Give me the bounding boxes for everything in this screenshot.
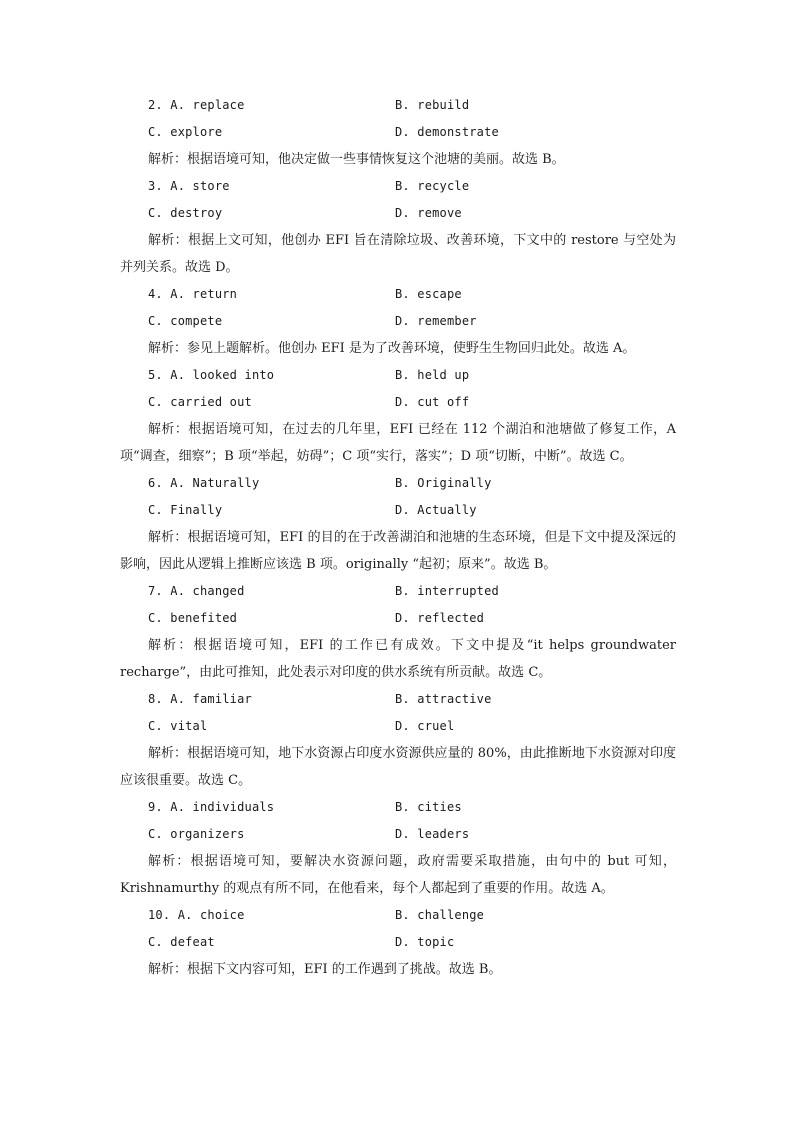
option-a: 8. A. familiar xyxy=(148,692,252,706)
option-row xyxy=(120,713,676,740)
option-d: D. cut off xyxy=(395,395,470,409)
option-d: D. topic xyxy=(395,935,455,949)
analysis-text: 解析：根据语境可知，在过去的几年里，EFI 已经在 112 个湖泊和池塘做了修复工作，A 项“调查，细察”；B 项“举起，妨碍”；C 项“实行，落实”；D 项“切断，中断”。故选 C。 xyxy=(120,422,676,464)
option-d: D. leaders xyxy=(395,827,470,841)
option-c: C. benefited xyxy=(148,611,238,625)
option-row xyxy=(120,173,676,200)
option-b: B. held up xyxy=(395,368,470,382)
option-row xyxy=(120,578,676,605)
option-row xyxy=(120,686,676,713)
question-block xyxy=(120,470,676,578)
analysis-text: 解析：根据语境可知，要解决水资源问题，政府需要采取措施，由句中的 but 可知，Krishnamurthy 的观点有所不同，在他看来，每个人都起到了重要的作用。故选 A。 xyxy=(120,854,676,896)
option-row xyxy=(120,794,676,821)
question-block xyxy=(120,794,676,902)
answer-key xyxy=(120,92,676,983)
option-row xyxy=(120,281,676,308)
question-block xyxy=(120,92,676,173)
option-b: B. escape xyxy=(395,287,462,301)
question-block xyxy=(120,686,676,794)
option-a: 7. A. changed xyxy=(148,584,245,598)
option-a: 3. A. store xyxy=(148,179,230,193)
option-c: C. organizers xyxy=(148,827,245,841)
analysis-text: 解析：根据语境可知，EFI 的目的在于改善湖泊和池塘的生态环境，但是下文中提及深远的影响，因此从逻辑上推断应该选 B 项。originally “起初；原来”。故选 B。 xyxy=(120,530,676,572)
option-row xyxy=(120,470,676,497)
option-row xyxy=(120,389,676,416)
option-c: C. Finally xyxy=(148,503,223,517)
question-block xyxy=(120,578,676,686)
option-d: D. remember xyxy=(395,314,477,328)
analysis-text: 解析：根据语境可知，地下水资源占印度水资源供应量的 80%，由此推断地下水资源对印度应该很重要。故选 C。 xyxy=(120,746,676,788)
question-block xyxy=(120,281,676,362)
analysis-text: 解析：参见上题解析。他创办 EFI 是为了改善环境，使野生生物回归此处。故选 A。 xyxy=(148,341,636,356)
option-row xyxy=(120,497,676,524)
option-c: C. vital xyxy=(148,719,208,733)
option-row xyxy=(120,605,676,632)
question-block xyxy=(120,362,676,470)
option-row xyxy=(120,821,676,848)
option-a: 9. A. individuals xyxy=(148,800,275,814)
option-c: C. defeat xyxy=(148,935,215,949)
option-row xyxy=(120,902,676,929)
option-a: 6. A. Naturally xyxy=(148,476,260,490)
option-c: C. destroy xyxy=(148,206,223,220)
analysis-text: 解析：根据语境可知，他决定做一些事情恢复这个池塘的美丽。故选 B。 xyxy=(148,152,565,167)
option-c: C. explore xyxy=(148,125,223,139)
option-row xyxy=(120,200,676,227)
option-b: B. attractive xyxy=(395,692,492,706)
option-row xyxy=(120,308,676,335)
option-b: B. challenge xyxy=(395,908,485,922)
option-b: B. recycle xyxy=(395,179,470,193)
question-block xyxy=(120,902,676,983)
option-a: 2. A. replace xyxy=(148,98,245,112)
option-b: B. Originally xyxy=(395,476,492,490)
option-row xyxy=(120,362,676,389)
option-row xyxy=(120,92,676,119)
option-d: D. cruel xyxy=(395,719,455,733)
option-d: D. Actually xyxy=(395,503,477,517)
analysis-text: 解析：根据下文内容可知，EFI 的工作遇到了挑战。故选 B。 xyxy=(148,962,502,977)
option-a: 4. A. return xyxy=(148,287,238,301)
option-a: 5. A. looked into xyxy=(148,368,275,382)
option-a: 10. A. choice xyxy=(148,908,245,922)
option-b: B. cities xyxy=(395,800,462,814)
option-d: D. remove xyxy=(395,206,462,220)
analysis-text: 解析：根据语境可知，EFI 的工作已有成效。下文中提及“it helps groundwater recharge”，由此可推知，此处表示对印度的供水系统有所贡献。故选 C。 xyxy=(120,638,676,680)
option-row xyxy=(120,119,676,146)
option-c: C. compete xyxy=(148,314,223,328)
option-d: D. demonstrate xyxy=(395,125,499,139)
option-b: B. rebuild xyxy=(395,98,470,112)
option-c: C. carried out xyxy=(148,395,252,409)
option-row xyxy=(120,929,676,956)
analysis-text: 解析：根据上文可知，他创办 EFI 旨在清除垃圾、改善环境，下文中的 restore 与空处为并列关系。故选 D。 xyxy=(120,233,676,275)
option-b: B. interrupted xyxy=(395,584,499,598)
option-d: D. reflected xyxy=(395,611,485,625)
question-block xyxy=(120,173,676,281)
